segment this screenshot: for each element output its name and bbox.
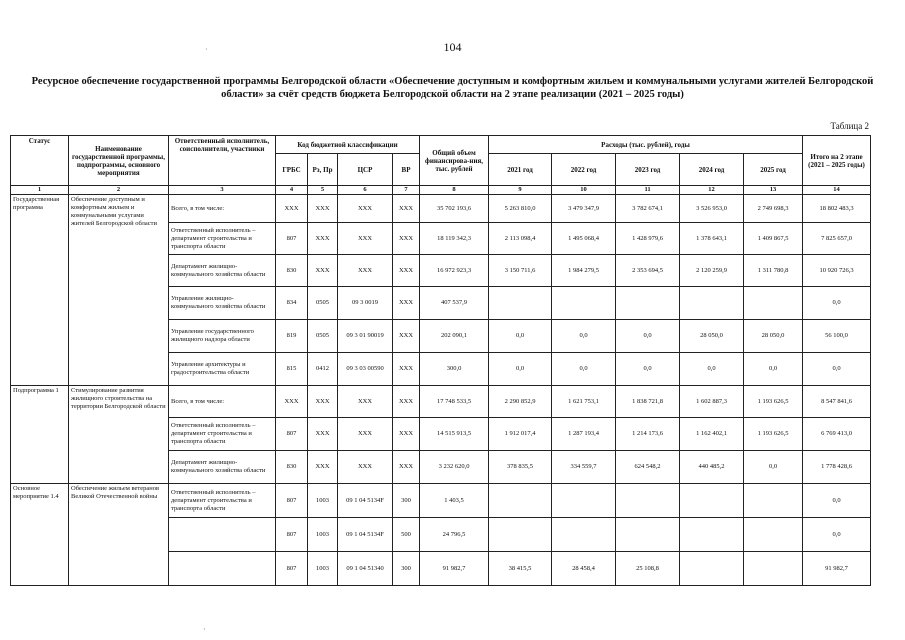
- cell-rzpr: ХХХ: [308, 223, 338, 255]
- cell-y2021: 2 113 098,4: [489, 223, 552, 255]
- cell-status: Основное мероприятие 1.4: [11, 484, 69, 586]
- cell-itog: 91 982,7: [803, 552, 871, 586]
- cell-rzpr: 1003: [308, 552, 338, 586]
- cell-itog: 8 547 841,6: [803, 386, 871, 418]
- cell-grbs: 834: [276, 287, 308, 320]
- cell-y2024: 28 050,0: [680, 320, 744, 353]
- cell-executor: Ответственный исполнитель – департамент строительства и транспорта области: [169, 223, 276, 255]
- cell-rzpr: ХХХ: [308, 418, 338, 451]
- cell-csr: ХХХ: [338, 386, 393, 418]
- col-number: 6: [338, 186, 393, 195]
- cell-y2024: 1 602 887,3: [680, 386, 744, 418]
- cell-y2024: 0,0: [680, 353, 744, 386]
- page-number: 104: [443, 40, 462, 54]
- cell-y2025: 2 749 698,3: [744, 195, 803, 223]
- cell-rzpr: 0412: [308, 353, 338, 386]
- cell-y2025: [744, 518, 803, 552]
- col-number: 3: [169, 186, 276, 195]
- header-status: Статус: [11, 136, 69, 186]
- col-number: 9: [489, 186, 552, 195]
- cell-csr: ХХХ: [338, 418, 393, 451]
- header-vr: ВР: [393, 154, 420, 186]
- budget-table-wrapper: [10, 135, 870, 586]
- cell-y2023: 3 782 674,1: [616, 195, 680, 223]
- cell-grbs: 830: [276, 255, 308, 287]
- cell-executor: Департамент жилищно-коммунального хозяйства области: [169, 451, 276, 484]
- cell-csr: ХХХ: [338, 223, 393, 255]
- cell-y2022: 0,0: [552, 353, 616, 386]
- cell-program-name: Стимулирование развития жилищного строительства на территории Белгородской области: [69, 386, 169, 484]
- cell-executor: Управление архитектуры и градостроительства области: [169, 353, 276, 386]
- col-number: 4: [276, 186, 308, 195]
- cell-y2023: 624 548,2: [616, 451, 680, 484]
- cell-y2024: [680, 518, 744, 552]
- cell-y2025: [744, 552, 803, 586]
- cell-grbs: 807: [276, 418, 308, 451]
- cell-vr: ХХХ: [393, 353, 420, 386]
- cell-y2025: 0,0: [744, 451, 803, 484]
- cell-csr: ХХХ: [338, 451, 393, 484]
- cell-rzpr: 0505: [308, 320, 338, 353]
- cell-vr: ХХХ: [393, 255, 420, 287]
- col-number: 2: [69, 186, 169, 195]
- cell-y2023: [616, 287, 680, 320]
- col-number: 12: [680, 186, 744, 195]
- cell-y2024: 3 526 953,0: [680, 195, 744, 223]
- cell-executor: Ответственный исполнитель – департамент строительства и транспорта области: [169, 418, 276, 451]
- col-number: 13: [744, 186, 803, 195]
- cell-itog: 18 802 483,3: [803, 195, 871, 223]
- cell-vr: ХХХ: [393, 451, 420, 484]
- cell-total: 14 515 913,5: [420, 418, 489, 451]
- cell-total: 407 537,9: [420, 287, 489, 320]
- cell-y2025: [744, 287, 803, 320]
- cell-vr: ХХХ: [393, 320, 420, 353]
- col-number: 11: [616, 186, 680, 195]
- cell-grbs: 807: [276, 223, 308, 255]
- cell-y2023: 1 428 979,6: [616, 223, 680, 255]
- cell-executor: [169, 518, 276, 552]
- cell-total: 3 232 620,0: [420, 451, 489, 484]
- cell-itog: 0,0: [803, 353, 871, 386]
- cell-y2022: 1 495 068,4: [552, 223, 616, 255]
- header-2024: 2024 год: [680, 154, 744, 186]
- cell-csr: 09 3 03 00590: [338, 353, 393, 386]
- cell-y2024: [680, 287, 744, 320]
- header-expenses-group: Расходы (тыс. рублей), годы: [489, 136, 803, 154]
- cell-y2024: 1 162 402,1: [680, 418, 744, 451]
- cell-y2021: [489, 518, 552, 552]
- cell-vr: ХХХ: [393, 386, 420, 418]
- cell-executor: [169, 552, 276, 586]
- cell-y2025: 28 050,0: [744, 320, 803, 353]
- document-title: Ресурсное обеспечение государственной программы Белгородской области «Обеспечение доступным и комфортным жильем и коммунальными услугами жителей Белгородской области» за счёт средств бюджета Белгородской области на 2 этапе реализации (2021 – 2025 годы): [31, 76, 874, 100]
- cell-rzpr: 1003: [308, 518, 338, 552]
- cell-y2022: [552, 484, 616, 518]
- table-row: [11, 195, 871, 223]
- cell-grbs: 830: [276, 451, 308, 484]
- cell-itog: 0,0: [803, 518, 871, 552]
- cell-csr: 09 1 04 5134F: [338, 518, 393, 552]
- header-total: Общий объем финансирова-ния, тыс. рублей: [420, 136, 489, 186]
- header-2023: 2023 год: [616, 154, 680, 186]
- cell-total: 24 796,5: [420, 518, 489, 552]
- cell-total: 16 972 923,3: [420, 255, 489, 287]
- col-number: 7: [393, 186, 420, 195]
- cell-y2021: [489, 287, 552, 320]
- table-row: [11, 484, 871, 518]
- cell-executor: Всего, в том числе:: [169, 195, 276, 223]
- cell-total: 1 403,5: [420, 484, 489, 518]
- cell-y2021: 1 912 017,4: [489, 418, 552, 451]
- cell-vr: ХХХ: [393, 195, 420, 223]
- cell-csr: 09 3 01 90019: [338, 320, 393, 353]
- cell-executor: Управление жилищно-коммунального хозяйства области: [169, 287, 276, 320]
- header-csr: ЦСР: [338, 154, 393, 186]
- table-body: [11, 195, 871, 586]
- cell-executor: Департамент жилищно-коммунального хозяйства области: [169, 255, 276, 287]
- cell-y2022: 334 559,7: [552, 451, 616, 484]
- cell-y2022: [552, 287, 616, 320]
- cell-csr: ХХХ: [338, 255, 393, 287]
- cell-itog: 0,0: [803, 287, 871, 320]
- budget-table: [10, 135, 871, 586]
- scan-speck: ·: [205, 45, 208, 54]
- header-2021: 2021 год: [489, 154, 552, 186]
- cell-grbs: ХХХ: [276, 386, 308, 418]
- cell-y2024: 1 378 643,1: [680, 223, 744, 255]
- cell-total: 17 748 533,5: [420, 386, 489, 418]
- cell-y2021: [489, 484, 552, 518]
- col-number: 10: [552, 186, 616, 195]
- cell-y2024: 2 120 259,9: [680, 255, 744, 287]
- cell-itog: 10 920 726,3: [803, 255, 871, 287]
- cell-vr: 300: [393, 552, 420, 586]
- cell-rzpr: ХХХ: [308, 195, 338, 223]
- cell-y2025: 1 193 626,5: [744, 386, 803, 418]
- header-name: Наименование государственной программы, подпрограммы, основного мероприятия: [69, 136, 169, 186]
- cell-csr: 09 1 04 51340: [338, 552, 393, 586]
- cell-rzpr: 1003: [308, 484, 338, 518]
- cell-y2023: 2 353 694,5: [616, 255, 680, 287]
- cell-y2021: 3 150 711,6: [489, 255, 552, 287]
- cell-y2025: 1 311 780,8: [744, 255, 803, 287]
- cell-y2023: 1 214 173,6: [616, 418, 680, 451]
- cell-y2024: [680, 484, 744, 518]
- cell-program-name: Обеспечение жильем ветеранов Великой Отечественной войны: [69, 484, 169, 586]
- cell-itog: 1 778 428,6: [803, 451, 871, 484]
- cell-y2025: 1 193 626,5: [744, 418, 803, 451]
- cell-total: 18 119 342,3: [420, 223, 489, 255]
- cell-itog: 0,0: [803, 484, 871, 518]
- cell-grbs: 807: [276, 484, 308, 518]
- cell-y2021: 0,0: [489, 353, 552, 386]
- cell-y2021: 38 415,5: [489, 552, 552, 586]
- header-executor: Ответственный исполнитель, соисполнители, участники: [169, 136, 276, 186]
- table-row: [11, 386, 871, 418]
- header-2022: 2022 год: [552, 154, 616, 186]
- header-grbs: ГРБС: [276, 154, 308, 186]
- cell-y2023: 1 838 721,8: [616, 386, 680, 418]
- cell-csr: ХХХ: [338, 195, 393, 223]
- cell-y2021: 378 835,5: [489, 451, 552, 484]
- col-number: 1: [11, 186, 69, 195]
- cell-y2023: 0,0: [616, 353, 680, 386]
- header-code-group: Код бюджетной классификации: [276, 136, 420, 154]
- cell-y2022: 28 458,4: [552, 552, 616, 586]
- cell-csr: 09 3 0019: [338, 287, 393, 320]
- header-rzpr: Рз, Пр: [308, 154, 338, 186]
- cell-vr: 300: [393, 484, 420, 518]
- cell-y2022: 1 621 753,1: [552, 386, 616, 418]
- header-2025: 2025 год: [744, 154, 803, 186]
- cell-y2021: 0,0: [489, 320, 552, 353]
- cell-executor: Ответственный исполнитель – департамент строительства и транспорта области: [169, 484, 276, 518]
- cell-grbs: 807: [276, 552, 308, 586]
- cell-y2022: 1 287 193,4: [552, 418, 616, 451]
- cell-y2024: 440 485,2: [680, 451, 744, 484]
- col-number: 5: [308, 186, 338, 195]
- cell-itog: 56 100,0: [803, 320, 871, 353]
- cell-y2025: 1 409 867,5: [744, 223, 803, 255]
- cell-y2025: 0,0: [744, 353, 803, 386]
- cell-vr: ХХХ: [393, 287, 420, 320]
- cell-total: 91 982,7: [420, 552, 489, 586]
- cell-executor: Управление государственного жилищного надзора области: [169, 320, 276, 353]
- cell-grbs: ХХХ: [276, 195, 308, 223]
- cell-y2023: 25 108,8: [616, 552, 680, 586]
- cell-rzpr: ХХХ: [308, 451, 338, 484]
- cell-itog: 6 769 413,0: [803, 418, 871, 451]
- header-itog: Итого на 2 этапе (2021 – 2025 годы): [803, 136, 871, 186]
- cell-y2022: 1 984 279,5: [552, 255, 616, 287]
- col-number: 14: [803, 186, 871, 195]
- cell-vr: 500: [393, 518, 420, 552]
- cell-status: Подпрограмма 1: [11, 386, 69, 484]
- cell-vr: ХХХ: [393, 223, 420, 255]
- cell-y2023: 0,0: [616, 320, 680, 353]
- cell-y2023: [616, 518, 680, 552]
- cell-rzpr: ХХХ: [308, 386, 338, 418]
- cell-total: 35 702 193,6: [420, 195, 489, 223]
- table-label: Таблица 2: [830, 121, 869, 131]
- cell-y2022: 0,0: [552, 320, 616, 353]
- cell-itog: 7 825 657,0: [803, 223, 871, 255]
- cell-y2021: 5 263 810,0: [489, 195, 552, 223]
- cell-grbs: 815: [276, 353, 308, 386]
- cell-y2021: 2 290 852,9: [489, 386, 552, 418]
- cell-executor: Всего, в том числе:: [169, 386, 276, 418]
- cell-rzpr: 0505: [308, 287, 338, 320]
- col-number: 8: [420, 186, 489, 195]
- cell-status: Государственная программа: [11, 195, 69, 386]
- cell-y2024: [680, 552, 744, 586]
- cell-y2023: [616, 484, 680, 518]
- scan-speck: ·: [203, 625, 206, 634]
- cell-y2025: [744, 484, 803, 518]
- cell-y2022: 3 479 347,9: [552, 195, 616, 223]
- cell-program-name: Обеспечение доступным и комфортным жильем и коммунальными услугами жителей Белгородской области: [69, 195, 169, 386]
- cell-total: 202 090,1: [420, 320, 489, 353]
- cell-csr: 09 1 04 5134F: [338, 484, 393, 518]
- cell-vr: ХХХ: [393, 418, 420, 451]
- cell-y2022: [552, 518, 616, 552]
- cell-rzpr: ХХХ: [308, 255, 338, 287]
- cell-grbs: 819: [276, 320, 308, 353]
- cell-grbs: 807: [276, 518, 308, 552]
- cell-total: 300,0: [420, 353, 489, 386]
